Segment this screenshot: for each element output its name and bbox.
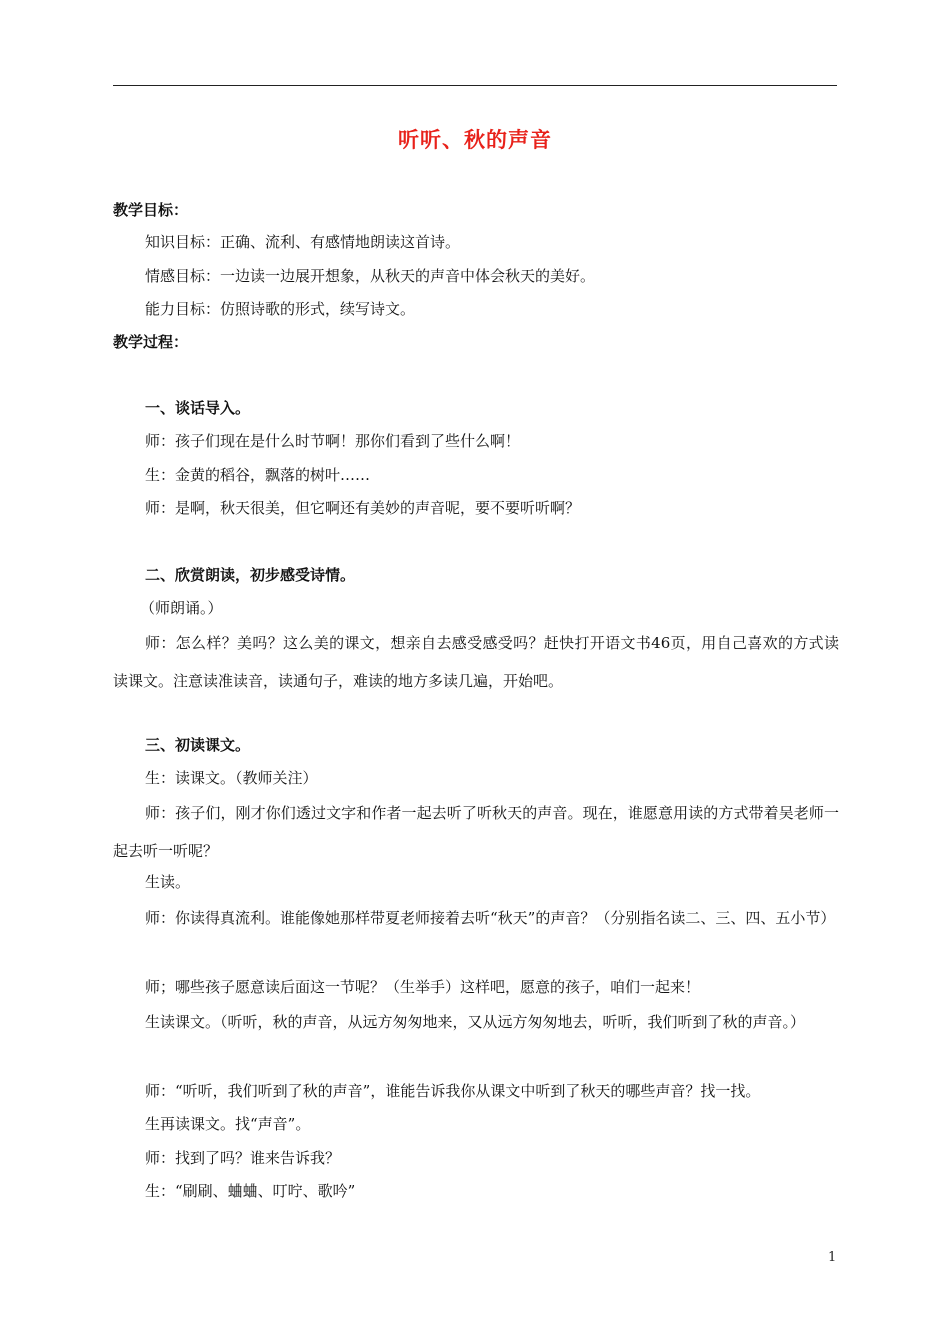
goal-ability: 能力目标：仿照诗歌的形式，续写诗文。 <box>145 300 416 318</box>
section1-line: 师：是啊，秋天很美，但它啊还有美妙的声音呢，要不要听听啊？ <box>145 499 581 517</box>
goal-emotion: 情感目标：一边读一边展开想象，从秋天的声音中体会秋天的美好。 <box>145 267 596 285</box>
page-number: 1 <box>828 1250 837 1265</box>
section2-heading: 二、欣赏朗读，初步感受诗情。 <box>145 566 356 584</box>
section3-line: 生再读课文。找“声音”。 <box>145 1115 311 1133</box>
section3-paragraph: 生读课文。（听听，秋的声音，从远方匆匆地来，又从远方匆匆地去，听听，我们听到了秋的声音。） <box>145 1013 806 1031</box>
section3-line: 生读。 <box>145 873 191 891</box>
section3-line: 生：读课文。（教师关注） <box>145 769 318 787</box>
section1-line: 师：孩子们现在是什么时节啊！那你们看到了些什么啊！ <box>145 432 521 450</box>
header-rule <box>113 85 837 86</box>
section3-line: 师：找到了吗？谁来告诉我？ <box>145 1149 341 1167</box>
section3-heading: 三、初读课文。 <box>145 736 251 754</box>
page-title: 听听、秋的声音 <box>398 127 552 152</box>
section3-paragraph: 师：孩子们，刚才你们透过文字和作者一起去听了听秋天的声音。现在，谁愿意用读的方式带着吴老师一起去听一听呢？ <box>113 804 839 860</box>
section2-note: （师朗诵。） <box>140 599 223 617</box>
section1-line: 生：金黄的稻谷，飘落的树叶…… <box>145 466 371 484</box>
section2-paragraph: 师：怎么样？美吗？这么美的课文，想亲自去感受感受吗？赶快打开语文书46页，用自己喜欢的方式读读课文。注意读准读音，读通句子，难读的地方多读几遍，开始吧。 <box>113 634 839 690</box>
goal-knowledge: 知识目标：正确、流利、有感情地朗读这首诗。 <box>145 233 461 251</box>
section1-heading: 一、谈话导入。 <box>145 399 251 417</box>
section3-line: 师：“听听，我们听到了秋的声音”，谁能告诉我你从课文中听到了秋天的哪些声音？找一找。 <box>145 1082 761 1100</box>
section3-line: 师；哪些孩子愿意读后面这一节呢？（生举手）这样吧，愿意的孩子，咱们一起来！ <box>145 978 701 996</box>
goals-heading: 教学目标： <box>113 201 189 219</box>
section3-paragraph: 师：你读得真流利。谁能像她那样带夏老师接着去听“秋天”的声音？（分别指名读二、三、四、五小节） <box>145 909 836 927</box>
section3-line: 生：“刷刷、蛐蛐、叮咛、歌吟” <box>145 1182 356 1200</box>
process-heading: 教学过程： <box>113 333 189 351</box>
